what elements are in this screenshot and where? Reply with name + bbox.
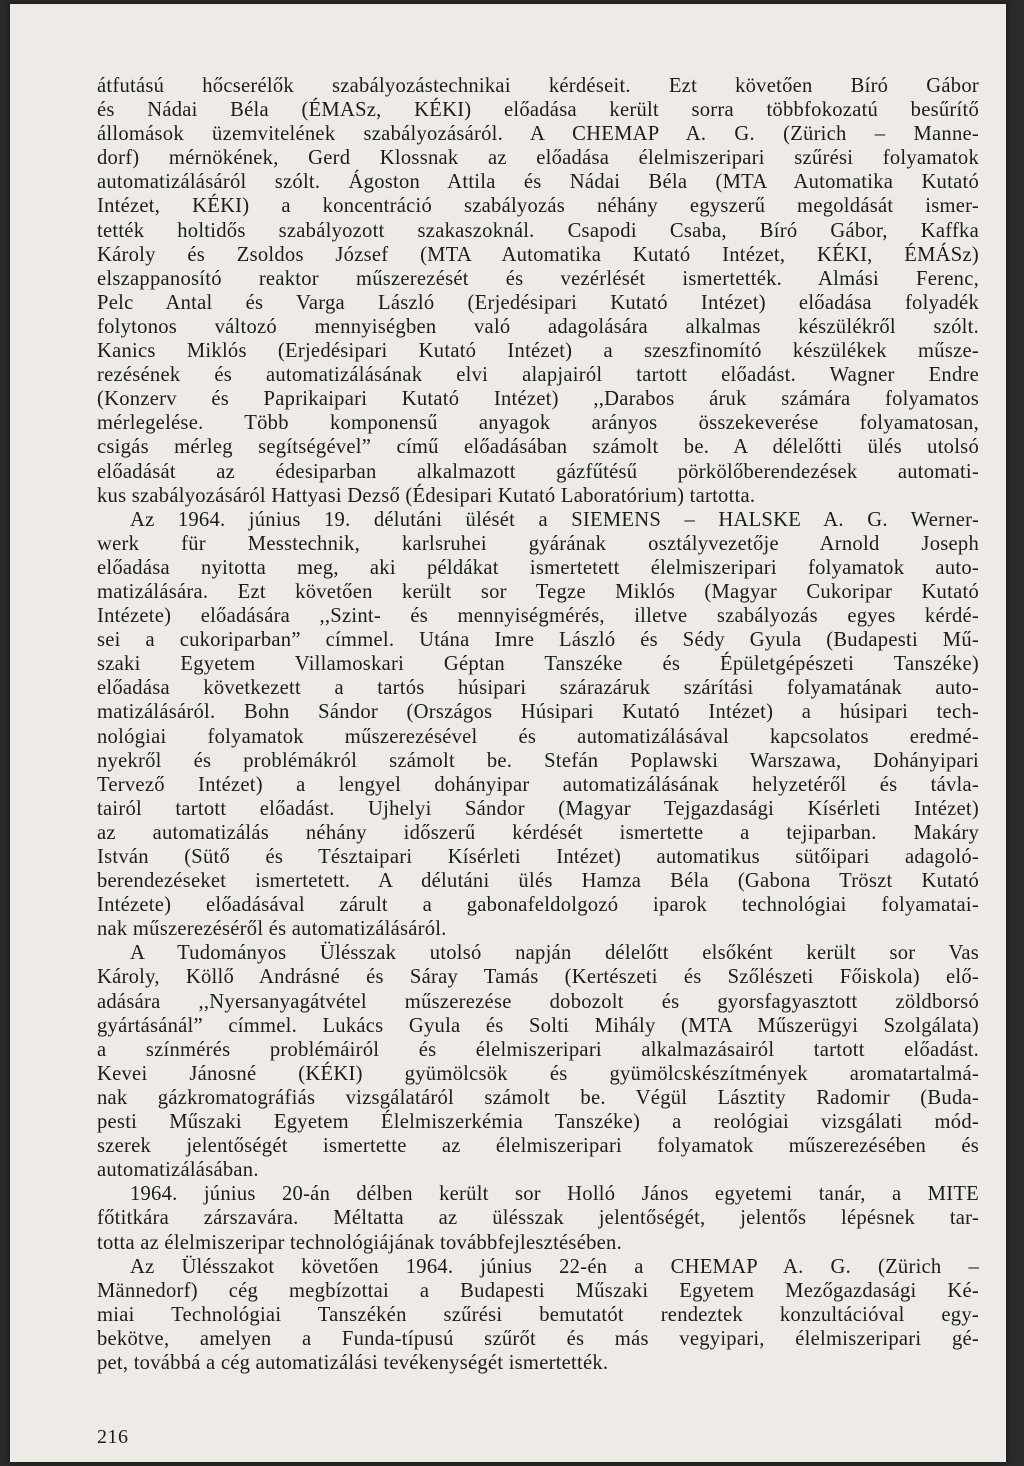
- text-line: Károly és Zsoldos József (MTA Automatika Kutató Intézet, KÉKI, ÉMÁSz): [97, 243, 979, 266]
- text-line: pet, továbbá a cég automatizálási tevékenységét ismertették.: [97, 1351, 609, 1374]
- paragraph: [97, 1255, 979, 1375]
- text-line: tairól tartott előadást. Ujhelyi Sándor (Magyar Tejgazdasági Kísérleti Intézet): [97, 797, 979, 820]
- text-line: elszappanosító reaktor műszerezését és vezérlését ismertették. Almási Ferenc,: [97, 267, 979, 290]
- text-line: pesti Műszaki Egyetem Élelmiszerkémia Tanszéke) a reológiai vizsgálati mód-: [97, 1111, 979, 1134]
- text-line: az automatizálás néhány időszerű kérdését ismertette a tejiparban. Makáry: [97, 821, 979, 844]
- text-line: mérlegelése. Több komponensű anyagok arányos összekeverése folyamatosan,: [97, 412, 979, 435]
- text-line: adására ,,Nyersanyagátvétel műszerezése dobozolt és gyorsfagyasztott zöldborsó: [97, 990, 979, 1013]
- text-line: előadása nyitotta meg, aki példákat ismertetett élelmiszeripari folyamatok auto-: [97, 556, 979, 579]
- text-line: Intézete) előadásával zárult a gabonafeldolgozó iparok technológiai folyamatai-: [97, 894, 979, 917]
- text-line: A Tudományos Ülésszak utolsó napján délelőtt elsőként került sor Vas: [129, 942, 979, 965]
- paragraph: [97, 1182, 979, 1254]
- text-line: Männedorf) cég megbízottai a Budapesti Műszaki Egyetem Mezőgazdasági Ké-: [97, 1279, 979, 1302]
- text-line: csigás mérleg segítségével” című előadásában számolt be. A délelőtti ülés utolsó: [97, 436, 979, 459]
- paragraph: [97, 941, 979, 1182]
- text-line: Károly, Köllő Andrásné és Sáray Tamás (Kertészeti és Szőlészeti Főiskola) elő-: [97, 966, 979, 989]
- text-line: sei a cukoriparban” címmel. Utána Imre László és Sédy Gyula (Budapesti Mű-: [97, 629, 979, 652]
- text-line: Intézete) előadására ,,Szint- és mennyiségmérés, illetve szabályozás egyes kérdé-: [97, 605, 979, 628]
- text-line: totta az élelmiszeripar technológiájának továbbfejlesztésében.: [97, 1231, 622, 1254]
- text-line: főtitkára zárszavára. Méltatta az ülésszak jelentőségét, jelentős lépésnek tar-: [97, 1207, 979, 1230]
- text-line: Tervező Intézet) a lengyel dohányipar automatizálásának helyzetéről és távla-: [97, 773, 979, 796]
- text-line: nológiai folyamatok műszerezésével és automatizálásával kapcsolatos eredmé-: [97, 725, 979, 748]
- text-line: rezésének és automatizálásának elvi alapjairól tartott előadást. Wagner Endre: [97, 364, 979, 387]
- text-line: István (Sütő és Tésztaipari Kísérleti Intézet) automatikus sütőipari adagoló-: [97, 846, 979, 868]
- text-line: szerek jelentőségét ismertette az élelmiszeripari folyamatok műszerezésében és: [97, 1135, 979, 1158]
- text-line: matizálásáról. Bohn Sándor (Országos Húsipari Kutató Intézet) a húsipari tech-: [97, 701, 979, 724]
- text-line: Az 1964. június 19. délutáni ülését a SIEMENS – HALSKE A. G. Werner-: [129, 508, 979, 531]
- text-line: werk für Messtechnik, karlsruhei gyárának osztályvezetője Arnold Joseph: [97, 532, 979, 555]
- text-line: dorf) mérnökének, Gerd Klossnak az előadása élelmiszeripari szűrési folyamatok: [97, 147, 979, 170]
- text-line: szaki Egyetem Villamoskari Géptan Tanszéke és Épületgépészeti Tanszéke): [97, 653, 979, 676]
- text-line: nak műszerezéséről és automatizálásáról.: [97, 918, 447, 941]
- text-line: gyártásánál” címmel. Lukács Gyula és Solti Mihály (MTA Műszerügyi Szolgálata): [97, 1014, 979, 1037]
- text-line: matizálására. Ezt követően került sor Tegze Miklós (Magyar Cukoripar Kutató: [97, 580, 979, 603]
- body-text: [97, 74, 979, 1375]
- text-line: és Nádai Béla (ÉMASz, KÉKI) előadása került sorra többfokozatú besűrítő: [97, 99, 979, 122]
- text-line: Kevei Jánosné (KÉKI) gyümölcsök és gyümölcskészítmények aromatartalmá-: [97, 1062, 979, 1085]
- text-line: Pelc Antal és Varga László (Erjedésipari Kutató Intézet) előadása folyadék: [97, 291, 979, 314]
- text-line: berendezéseket ismertetett. A délutáni ülés Hamza Béla (Gabona Tröszt Kutató: [97, 870, 979, 893]
- text-line: a színmérés problémáiról és élelmiszeripari alkalmazásairól tartott előadást.: [97, 1038, 979, 1061]
- text-line: (Konzerv és Paprikaipari Kutató Intézet) ,,Darabos áruk számára folyamatos: [97, 388, 979, 411]
- page-number: 216: [97, 1426, 129, 1448]
- text-line: állomások üzemvitelének szabályozásáról. A CHEMAP A. G. (Zürich – Manne-: [97, 123, 979, 146]
- text-line: tették holtidős szabályozott szakaszoknál. Csapodi Csaba, Bíró Gábor, Kaffka: [97, 219, 979, 242]
- text-line: előadása következett a tartós húsipari szárazáruk szárítási folyamatának auto-: [97, 677, 979, 700]
- text-line: bekötve, amelyen a Funda-típusú szűrőt és más vegyipari, élelmiszeripari gé-: [97, 1327, 979, 1350]
- text-line: folytonos változó mennyiségben való adagolására alkalmas készülékről szólt.: [97, 315, 979, 338]
- text-line: automatizálásában.: [97, 1159, 259, 1182]
- text-line: nyekről és problémákról számolt be. Stefán Poplawski Warszawa, Dohányipari: [97, 749, 979, 772]
- text-line: 1964. június 20-án délben került sor Holló János egyetemi tanár, a MITE: [129, 1183, 979, 1206]
- document-page: [10, 4, 1006, 1462]
- text-line: Az Ülésszakot követően 1964. június 22-én a CHEMAP A. G. (Zürich –: [129, 1255, 979, 1278]
- text-line: nak gázkromatográfiás vizsgálatáról számolt be. Végül Lásztity Radomir (Buda-: [97, 1086, 979, 1109]
- text-line: előadását az édesiparban alkalmazott gázfűtésű pörkölőberendezések automati-: [97, 460, 979, 483]
- text-line: Intézet, KÉKI) a koncentráció szabályozás néhány egyszerű megoldását ismer-: [97, 195, 979, 218]
- text-line: automatizálásáról szólt. Ágoston Attila és Nádai Béla (MTA Automatika Kutató: [97, 171, 979, 194]
- paragraph: [97, 508, 979, 942]
- text-line: miai Technológiai Tanszékén szűrési bemutatót rendeztek konzultációval egy-: [97, 1303, 979, 1326]
- text-line: kus szabályozásáról Hattyasi Dezső (Édesipari Kutató Laboratórium) tartotta.: [97, 484, 756, 507]
- text-line: Kanics Miklós (Erjedésipari Kutató Intézet) a szeszfinomító készülékek műsze-: [97, 340, 979, 363]
- text-line: átfutású hőcserélők szabályozástechnikai kérdéseit. Ezt követően Bíró Gábor: [97, 75, 979, 97]
- paragraph: [97, 74, 979, 508]
